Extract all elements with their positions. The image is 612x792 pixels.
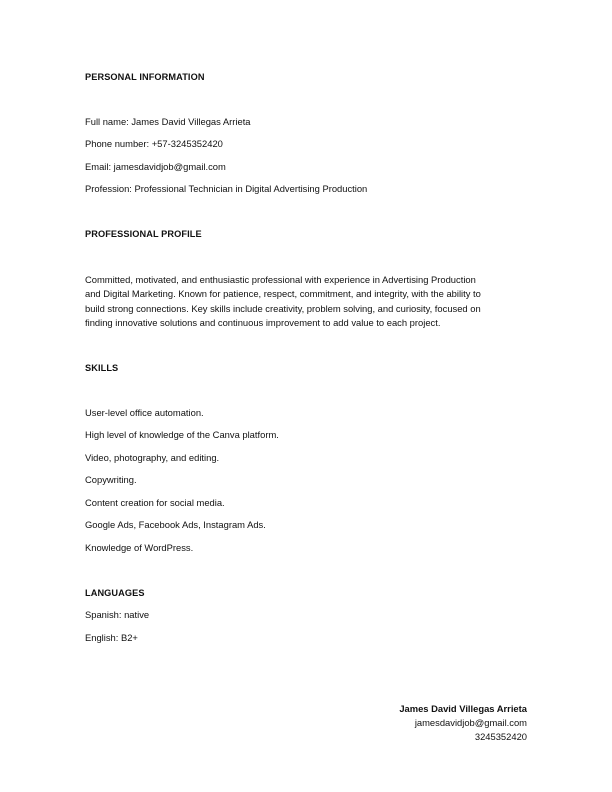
skill-item: User-level office automation. bbox=[85, 407, 204, 418]
profile-line: Committed, motivated, and enthusiastic professional with experience in Advertising Production bbox=[85, 274, 476, 285]
profile-line: and Digital Marketing. Known for patience, respect, commitment, and integrity, with the ability to bbox=[85, 288, 481, 300]
profile-line: build strong connections. Key skills include creativity, problem solving, and curiosity, focused on bbox=[85, 302, 481, 314]
language-item: English: B2+ bbox=[85, 632, 138, 643]
profession: Profession: Professional Technician in Digital Advertising Production bbox=[85, 183, 368, 194]
skill-item: High level of knowledge of the Canva platform. bbox=[85, 429, 279, 440]
full-name: Full name: James David Villegas Arrieta bbox=[85, 116, 251, 127]
skill-item: Copywriting. bbox=[85, 474, 137, 485]
skill-item: Video, photography, and editing. bbox=[85, 452, 220, 463]
personal-information-heading: PERSONAL INFORMATION bbox=[85, 72, 205, 82]
profile-paragraph bbox=[85, 273, 535, 331]
skill-item: Google Ads, Facebook Ads, Instagram Ads. bbox=[85, 519, 266, 530]
signature-email: jamesdavidjob@gmail.com bbox=[414, 717, 527, 728]
languages-heading: LANGUAGES bbox=[85, 588, 145, 598]
profile-line: finding innovative solutions and continuous improvement to add value to each project. bbox=[85, 317, 441, 329]
phone-number: Phone number: +57-3245352420 bbox=[85, 138, 223, 149]
skill-item: Content creation for social media. bbox=[85, 497, 225, 508]
skills-heading: SKILLS bbox=[85, 363, 119, 373]
professional-profile-heading: PROFESSIONAL PROFILE bbox=[85, 229, 202, 239]
email: Email: jamesdavidjob@gmail.com bbox=[85, 161, 226, 172]
signature-phone: 3245352420 bbox=[474, 731, 527, 742]
skill-item: Knowledge of WordPress. bbox=[85, 542, 194, 553]
language-item: Spanish: native bbox=[85, 609, 150, 620]
signature-name: James David Villegas Arrieta bbox=[399, 703, 527, 714]
